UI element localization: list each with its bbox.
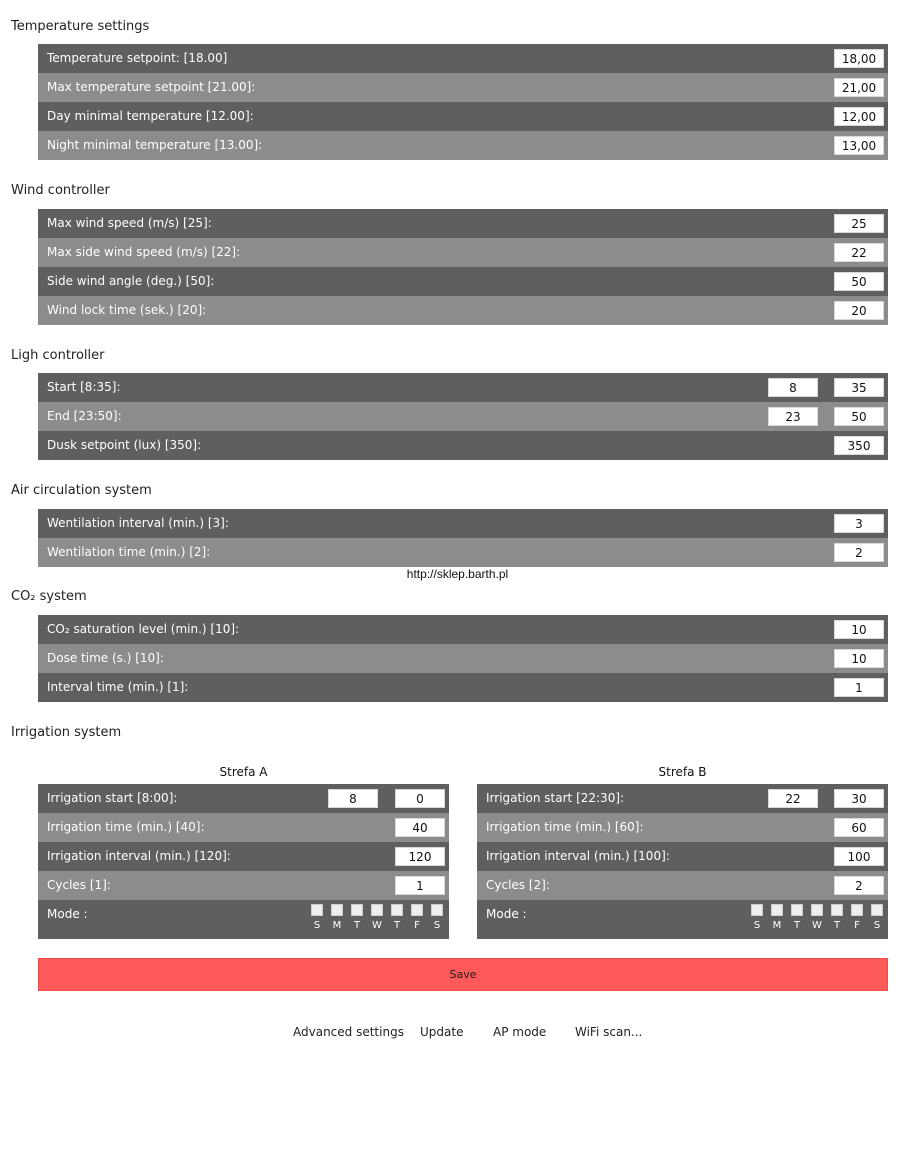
zone-b-panel <box>477 784 888 939</box>
temperature-setpoint-input[interactable] <box>834 49 884 68</box>
row-label: End [23:50]: <box>47 409 122 423</box>
row-label: Cycles [2]: <box>486 878 550 892</box>
shop-url-text: http://sklep.barth.pl <box>406 567 509 581</box>
co2-saturation-input[interactable] <box>834 620 884 639</box>
day-label: S <box>313 920 321 931</box>
day-label: W <box>812 920 822 931</box>
wind-panel <box>38 209 888 325</box>
dusk-setpoint-row <box>38 431 888 460</box>
zone-a-start-hour-input[interactable] <box>328 789 378 808</box>
day-label: W <box>372 920 382 931</box>
row-label: Start [8:35]: <box>47 380 121 394</box>
co2-saturation-row <box>38 615 888 644</box>
zone-a-time-input[interactable] <box>395 818 445 837</box>
zone-b-interval-row <box>477 842 888 871</box>
checkbox[interactable] <box>391 904 403 916</box>
day-label: T <box>833 920 841 931</box>
row-label: Irrigation interval (min.) [120]: <box>47 849 231 863</box>
air-section-title: Air circulation system <box>11 483 152 498</box>
light-panel <box>38 373 888 460</box>
night-minimal-temperature-input[interactable] <box>834 136 884 155</box>
zone-a-start-row <box>38 784 449 813</box>
row-label: Cycles [1]: <box>47 878 111 892</box>
day-minimal-temperature-input[interactable] <box>834 107 884 126</box>
day-label: M <box>332 920 342 931</box>
zone-b-day-tue[interactable] <box>791 900 803 931</box>
light-end-hour-input[interactable] <box>768 407 818 426</box>
day-label: F <box>854 920 860 931</box>
side-wind-angle-row <box>38 267 888 296</box>
advanced-settings-link[interactable]: Advanced settings <box>293 1025 404 1039</box>
row-label: Day minimal temperature [12.00]: <box>47 109 254 123</box>
checkbox[interactable] <box>831 904 843 916</box>
zone-a-day-tue[interactable] <box>351 900 363 931</box>
checkbox[interactable] <box>851 904 863 916</box>
day-label: S <box>433 920 441 931</box>
checkbox[interactable] <box>351 904 363 916</box>
zone-a-interval-input[interactable] <box>395 847 445 866</box>
row-label: CO₂ saturation level (min.) [10]: <box>47 622 240 636</box>
checkbox[interactable] <box>431 904 443 916</box>
zone-b-start-row <box>477 784 888 813</box>
checkbox[interactable] <box>311 904 323 916</box>
co2-panel <box>38 615 888 702</box>
zone-b-title: Strefa B <box>658 765 707 779</box>
checkbox[interactable] <box>411 904 423 916</box>
row-label: Temperature setpoint: [18.00] <box>47 51 228 65</box>
light-end-minute-input[interactable] <box>834 407 884 426</box>
zone-a-mode-row <box>38 900 449 939</box>
zone-a-title: Strefa A <box>219 765 268 779</box>
zone-a-day-wed[interactable] <box>371 900 383 931</box>
light-end-row <box>38 402 888 431</box>
row-label: Side wind angle (deg.) [50]: <box>47 274 215 288</box>
zone-a-cycles-row <box>38 871 449 900</box>
max-temperature-setpoint-input[interactable] <box>834 78 884 97</box>
row-label: Wentilation interval (min.) [3]: <box>47 516 229 530</box>
temperature-panel <box>38 44 888 160</box>
zone-b-day-mon[interactable] <box>771 900 783 931</box>
max-wind-speed-row <box>38 209 888 238</box>
temperature-setpoint-row <box>38 44 888 73</box>
save-button[interactable]: Save <box>38 958 888 991</box>
zone-a-panel <box>38 784 449 939</box>
checkbox[interactable] <box>811 904 823 916</box>
checkbox[interactable] <box>331 904 343 916</box>
zone-b-interval-input[interactable] <box>834 847 884 866</box>
row-label: Wind lock time (sek.) [20]: <box>47 303 207 317</box>
zone-a-day-sat[interactable] <box>431 900 443 931</box>
row-label: Mode : <box>486 907 527 921</box>
zone-a-day-sun[interactable] <box>311 900 323 931</box>
zone-b-day-sat[interactable] <box>871 900 883 931</box>
row-label: Dusk setpoint (lux) [350]: <box>47 438 202 452</box>
zone-b-day-fri[interactable] <box>851 900 863 931</box>
light-start-hour-input[interactable] <box>768 378 818 397</box>
wind-lock-time-row <box>38 296 888 325</box>
row-label: Max wind speed (m/s) [25]: <box>47 216 212 230</box>
irrigation-section-title: Irrigation system <box>11 725 122 740</box>
zone-b-cycles-row <box>477 871 888 900</box>
row-label: Mode : <box>47 907 88 921</box>
row-label: Irrigation time (min.) [40]: <box>47 820 205 834</box>
checkbox[interactable] <box>871 904 883 916</box>
zone-a-cycles-input[interactable] <box>395 876 445 895</box>
co2-section-title: CO₂ system <box>11 589 87 604</box>
row-label: Wentilation time (min.) [2]: <box>47 545 211 559</box>
wentilation-interval-row <box>38 509 888 538</box>
day-label: T <box>793 920 801 931</box>
zone-b-day-thu[interactable] <box>831 900 843 931</box>
light-start-row <box>38 373 888 402</box>
max-side-wind-speed-row <box>38 238 888 267</box>
checkbox[interactable] <box>791 904 803 916</box>
max-wind-speed-input[interactable] <box>834 214 884 233</box>
row-label: Night minimal temperature [13.00]: <box>47 138 263 152</box>
zone-a-day-fri[interactable] <box>411 900 423 931</box>
zone-b-day-sun[interactable] <box>751 900 763 931</box>
zone-b-start-minute-input[interactable] <box>834 789 884 808</box>
dose-time-row <box>38 644 888 673</box>
wind-section-title: Wind controller <box>11 183 110 198</box>
row-label: Dose time (s.) [10]: <box>47 651 164 665</box>
day-label: T <box>393 920 401 931</box>
night-minimal-temperature-row <box>38 131 888 160</box>
wind-lock-time-input[interactable] <box>834 301 884 320</box>
wentilation-interval-input[interactable] <box>834 514 884 533</box>
update-link[interactable]: Update <box>420 1025 464 1039</box>
side-wind-angle-input[interactable] <box>834 272 884 291</box>
zone-b-mode-row <box>477 900 888 939</box>
day-label: F <box>414 920 420 931</box>
zone-b-start-hour-input[interactable] <box>768 789 818 808</box>
row-label: Irrigation time (min.) [60]: <box>486 820 644 834</box>
temperature-section-title: Temperature settings <box>11 19 150 34</box>
light-section-title: Ligh controller <box>11 348 105 363</box>
day-minimal-temperature-row <box>38 102 888 131</box>
checkbox[interactable] <box>771 904 783 916</box>
row-label: Irrigation start [8:00]: <box>47 791 178 805</box>
light-start-minute-input[interactable] <box>834 378 884 397</box>
zone-a-day-mon[interactable] <box>331 900 343 931</box>
zone-b-time-row <box>477 813 888 842</box>
dose-time-input[interactable] <box>834 649 884 668</box>
dusk-setpoint-input[interactable] <box>834 436 884 455</box>
row-label: Max temperature setpoint [21.00]: <box>47 80 256 94</box>
day-label: S <box>873 920 881 931</box>
day-label: S <box>753 920 761 931</box>
zone-a-day-thu[interactable] <box>391 900 403 931</box>
zone-b-time-input[interactable] <box>834 818 884 837</box>
zone-a-interval-row <box>38 842 449 871</box>
row-label: Irrigation start [22:30]: <box>486 791 625 805</box>
checkbox[interactable] <box>371 904 383 916</box>
zone-b-cycles-input[interactable] <box>834 876 884 895</box>
ap-mode-link[interactable]: AP mode <box>493 1025 547 1039</box>
wifi-scan-link[interactable]: WiFi scan... <box>575 1025 643 1039</box>
co2-interval-time-input[interactable] <box>834 678 884 697</box>
row-label: Interval time (min.) [1]: <box>47 680 189 694</box>
co2-interval-time-row <box>38 673 888 702</box>
day-label: M <box>772 920 782 931</box>
row-label: Max side wind speed (m/s) [22]: <box>47 245 241 259</box>
row-label: Irrigation interval (min.) [100]: <box>486 849 670 863</box>
max-side-wind-speed-input[interactable] <box>834 243 884 262</box>
zone-a-time-row <box>38 813 449 842</box>
zone-b-day-wed[interactable] <box>811 900 823 931</box>
air-panel <box>38 509 888 567</box>
wentilation-time-row <box>38 538 888 567</box>
zone-a-start-minute-input[interactable] <box>395 789 445 808</box>
day-label: T <box>353 920 361 931</box>
wentilation-time-input[interactable] <box>834 543 884 562</box>
max-temperature-setpoint-row <box>38 73 888 102</box>
checkbox[interactable] <box>751 904 763 916</box>
